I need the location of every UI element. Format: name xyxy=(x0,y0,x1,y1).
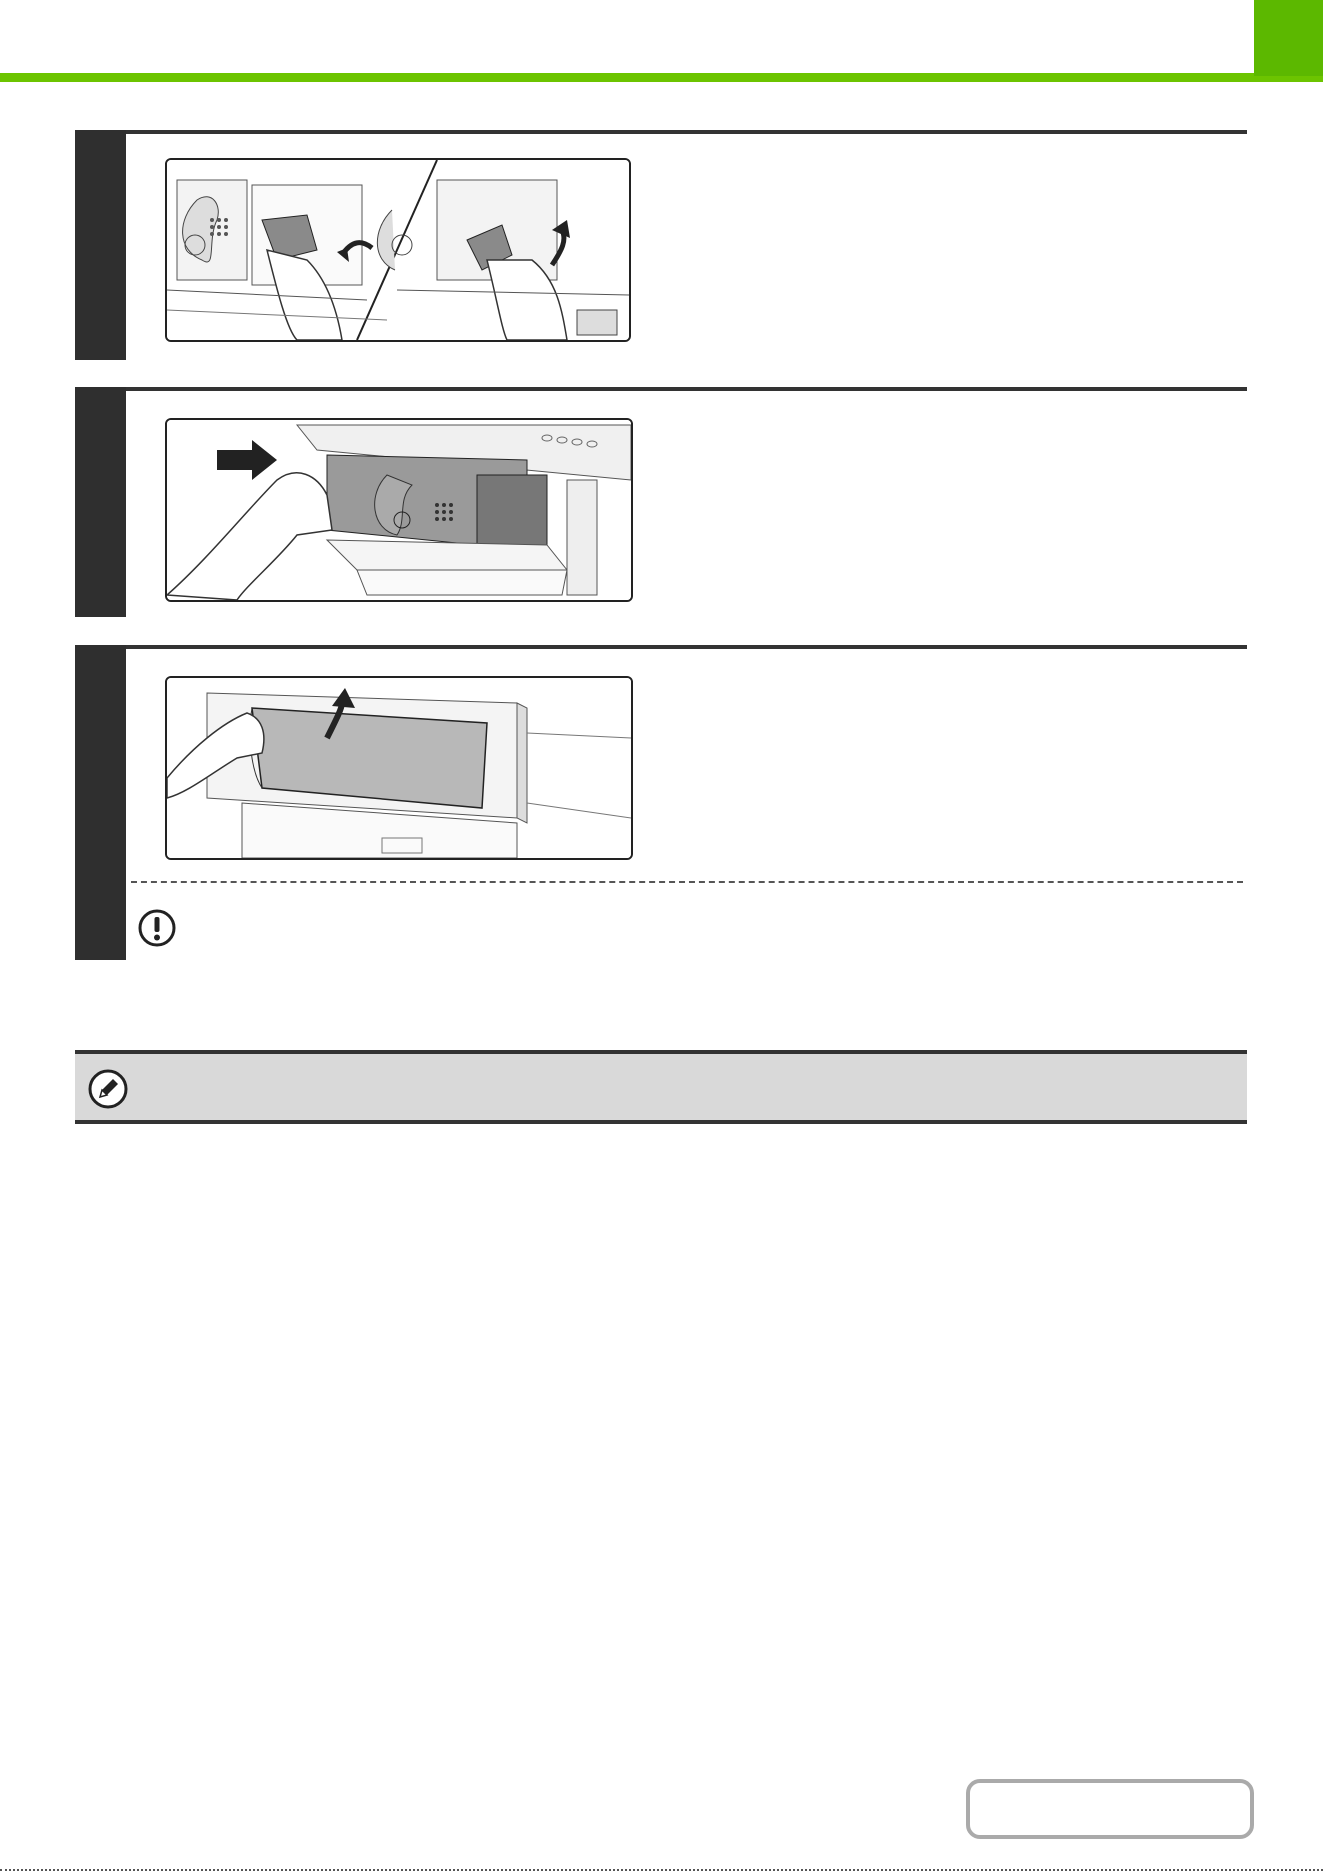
step-number-bar xyxy=(75,130,126,360)
step-rule xyxy=(75,387,1247,391)
caution-separator xyxy=(131,881,1243,883)
step-2-illustration xyxy=(165,418,633,602)
header-accent-line xyxy=(0,73,1323,82)
header-section-tab[interactable] xyxy=(1254,0,1323,76)
contents-button[interactable] xyxy=(966,1779,1254,1839)
step-rule xyxy=(75,130,1247,134)
pencil-note-icon xyxy=(87,1068,129,1110)
caution-icon xyxy=(137,908,177,948)
step-rule xyxy=(75,645,1247,649)
step-1 xyxy=(75,130,1247,360)
note-box xyxy=(75,1050,1247,1124)
step-2 xyxy=(75,387,1247,617)
step-3-illustration xyxy=(165,676,633,860)
page-bottom-border xyxy=(0,1869,1323,1871)
step-number-bar xyxy=(75,387,126,617)
step-number-bar xyxy=(75,645,126,960)
step-1-illustration xyxy=(165,158,631,342)
step-3 xyxy=(75,645,1247,960)
